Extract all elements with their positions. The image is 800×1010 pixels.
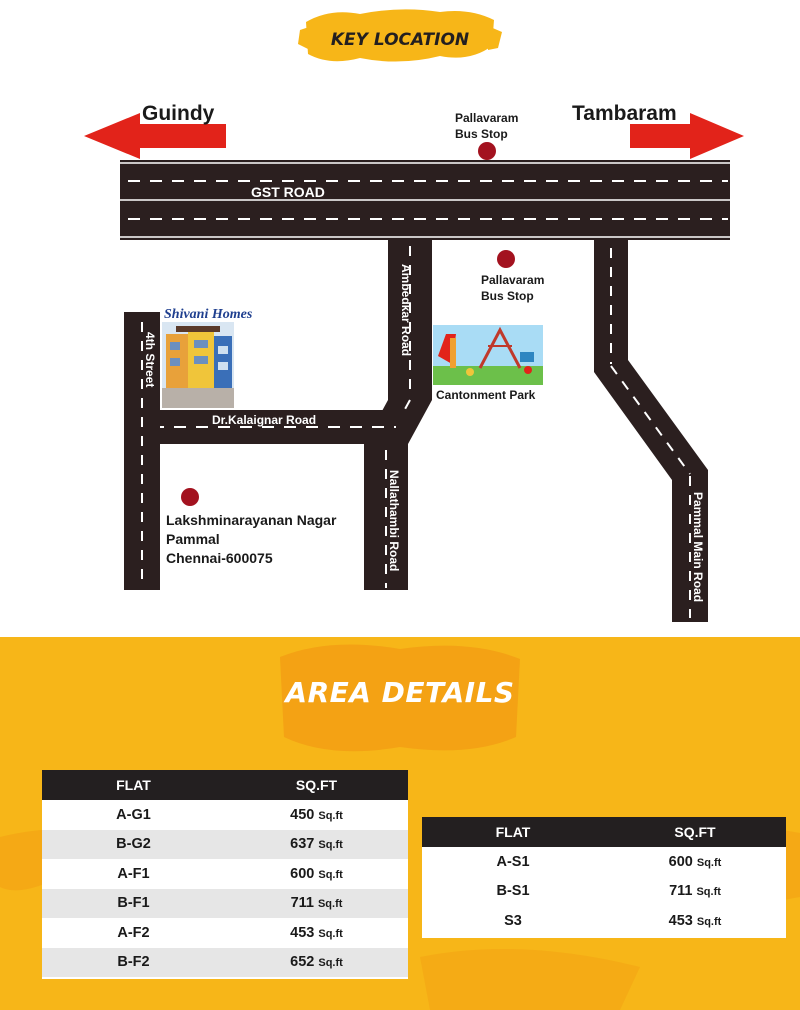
flat-cell: A-F1 [117,865,150,882]
sqft-unit: Sq.ft [696,886,721,899]
bus-stop-1-line1: Pallavaram [455,111,519,125]
sqft-value: 711 [669,883,693,900]
sqft-cell [225,866,408,882]
gst-road-label: GST ROAD [251,184,325,200]
flat-cell: B-S1 [496,883,530,900]
sqft-unit: Sq.ft [696,856,722,869]
column-header-sqft: SQ.FT [295,777,338,793]
sqft-value: 453 [668,912,693,929]
flat-cell: A-G1 [116,806,151,823]
flat-cell: B-F1 [117,895,150,912]
bus-stop-2-line1: Pallavaram [481,273,545,287]
sqft-unit: Sq.ft [318,957,343,970]
gst-road [120,160,730,240]
sqft-unit: Sq.ft [317,898,343,911]
sqft-unit: Sq.ft [318,839,343,852]
table-row [42,800,408,830]
cantonment-park-label: Cantonment Park [436,388,536,402]
flat-cell: A-F2 [117,924,150,941]
sqft-cell [604,883,786,899]
area-table-left [42,770,408,979]
sqft-value: 637 [290,836,315,853]
sqft-cell [225,954,408,970]
sqft-cell [225,836,408,852]
table-header [42,770,408,800]
sqft-cell [604,854,786,870]
table-row [422,847,786,877]
sqft-cell [225,807,408,823]
table-header [422,817,786,847]
sqft-value: 450 [290,806,315,823]
flat-cell: S3 [504,912,522,929]
sqft-unit: Sq.ft [318,868,343,881]
sqft-value: 453 [290,924,315,941]
flat-cell: A-S1 [496,853,530,870]
sqft-unit: Sq.ft [318,927,343,940]
address-line1: Lakshminarayanan Nagar [166,512,337,528]
fourth-street-label: 4th Street [143,332,157,388]
address-line2: Pammal [166,531,220,547]
area-details-title: AREA DETAILS [285,676,515,709]
area-table-right [422,817,786,938]
sqft-cell [225,925,408,941]
key-location-title: KEY LOCATION [330,30,470,50]
ambedkar-road-label: Ambedkar Road [399,264,413,357]
table-row [42,889,408,919]
column-header-flat: FLAT [116,777,151,793]
table-row [422,906,786,936]
bus-stop-1-line2: Bus Stop [455,127,508,141]
pammal-main-road [594,240,708,622]
sqft-cell [225,895,408,911]
table-row [42,918,408,948]
kalaignar-road-label: Dr.Kalaignar Road [212,413,317,427]
shivani-homes-logo: Shivani Homes [164,307,253,322]
sqft-value: 600 [668,853,693,870]
pammal-main-road-label: Pammal Main Road [691,492,705,603]
sqft-value: 711 [290,895,314,912]
building-image [162,322,234,408]
table-row [42,859,408,889]
sqft-cell [604,913,786,929]
bus-stop-marker-icon [497,250,515,268]
table-row [42,830,408,860]
flat-cell: B-G2 [116,836,151,853]
location-marker-icon [181,488,199,506]
guindy-label: Guindy [142,102,215,125]
sqft-value: 652 [290,954,315,971]
table-row [422,877,786,907]
park-image [433,325,543,385]
bus-stop-2-line2: Bus Stop [481,289,534,303]
sqft-value: 600 [290,865,315,882]
table-row [42,948,408,978]
column-header-sqft: SQ.FT [674,824,716,840]
sqft-unit: Sq.ft [318,809,343,822]
address-line3: Chennai-600075 [166,550,273,566]
nallathambi-road-label: Nallathambi Road [387,470,401,572]
sqft-unit: Sq.ft [696,915,722,928]
column-header-flat: FLAT [495,824,531,840]
flat-cell: B-F2 [117,954,150,971]
tambaram-label: Tambaram [572,102,677,125]
bus-stop-marker-icon [478,142,496,160]
